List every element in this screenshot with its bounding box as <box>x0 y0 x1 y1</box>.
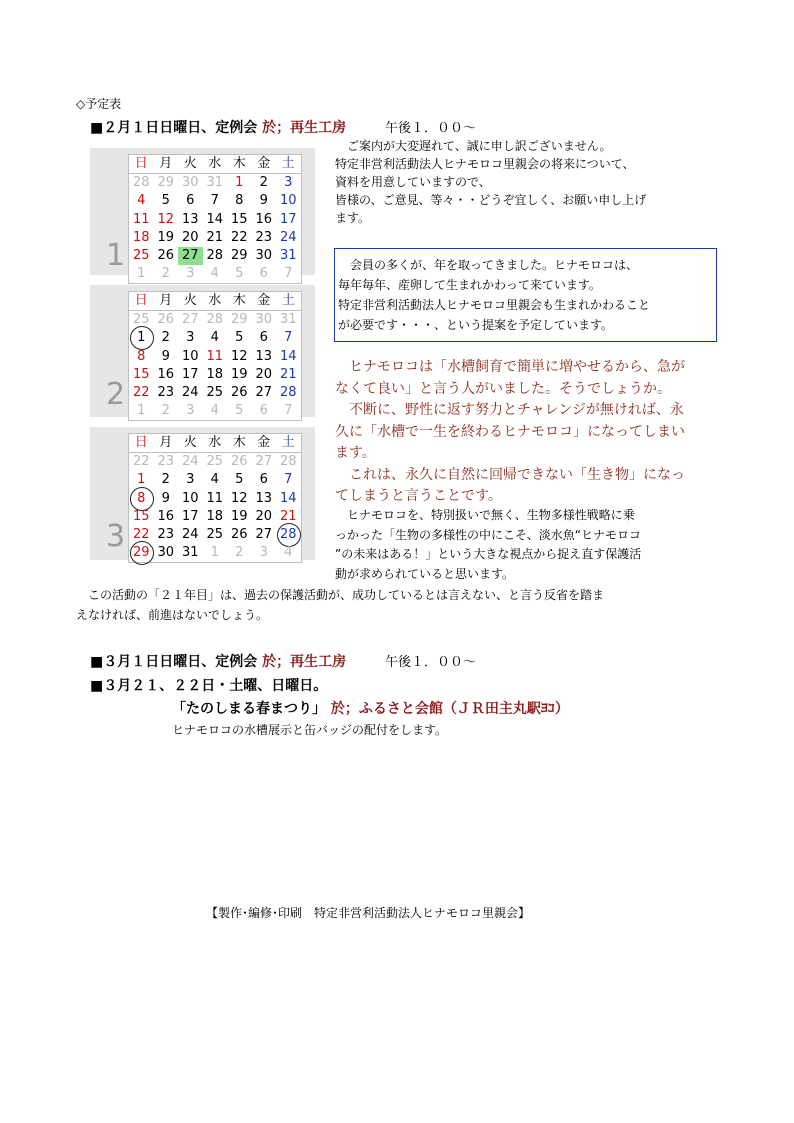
day-cell: 3 <box>186 472 195 488</box>
day-cell: 3 <box>186 330 195 346</box>
reflection-paragraph <box>76 585 604 625</box>
day-cell: 26 <box>230 385 248 401</box>
day-cell: 25 <box>132 312 150 328</box>
day-cell: 21 <box>206 229 224 245</box>
event3-title-line <box>172 698 569 718</box>
day-cell: 1 <box>137 403 146 419</box>
day-cell: 29 <box>157 175 175 191</box>
day-cell: 10 <box>279 193 297 209</box>
day-cell: 16 <box>157 508 175 524</box>
day-cell: 26 <box>230 454 248 470</box>
weekday-label: 日 <box>129 292 154 311</box>
day-cell: 28 <box>279 385 297 401</box>
note-line: 皆様の、ご意見、等々・・どうぞ宜しく、お願い申し上げ <box>335 193 647 207</box>
box-line: が必要です・・・、という提案を予定しています。 <box>338 318 614 332</box>
weekday-label: 木 <box>227 292 252 311</box>
weekday-label: 木 <box>227 434 252 453</box>
day-cell: 11 <box>206 490 224 506</box>
event2-time: 午後１．００～ <box>384 655 476 670</box>
day-cell: 4 <box>137 193 146 209</box>
day-cell: 2 <box>161 330 170 346</box>
event2-venue: 於；再生工房 <box>262 654 347 670</box>
day-cell: 22 <box>132 454 150 470</box>
day-cell: 18 <box>206 366 224 382</box>
note-line: ご案内が大変遅れて、誠に申し訳ございません。 <box>335 139 612 153</box>
day-cell: 4 <box>284 545 293 561</box>
day-cell: 19 <box>230 508 248 524</box>
black-line: 動が求められていると思います。 <box>335 566 515 581</box>
black-line: っかった「生物の多様性の中にこそ、淡水魚“ヒナモロコ <box>335 527 641 542</box>
day-cell: 26 <box>230 527 248 543</box>
day-cell: 9 <box>161 348 170 364</box>
day-cell-circled: 28 <box>276 526 301 544</box>
day-cell: 4 <box>210 472 219 488</box>
note-line: ます。 <box>335 211 371 225</box>
day-cell: 4 <box>210 330 219 346</box>
day-cell: 6 <box>259 403 268 419</box>
day-cell: 7 <box>284 330 293 346</box>
day-cell: 23 <box>157 527 175 543</box>
day-cell: 1 <box>210 545 219 561</box>
day-cell: 4 <box>210 266 219 282</box>
day-cell: 11 <box>206 348 224 364</box>
day-cell: 3 <box>186 266 195 282</box>
day-cell-circled: 1 <box>129 329 154 347</box>
brown-line: ヒナモロコは「水槽飼育で簡単に増やせるから、急が <box>335 359 685 375</box>
day-cell: 7 <box>284 472 293 488</box>
event1-time: 午後１．００～ <box>384 121 476 136</box>
day-cell: 14 <box>279 348 297 364</box>
calendar-grid <box>128 433 302 563</box>
weekday-label: 月 <box>154 155 179 174</box>
black-line: ”の未来はある！」という大きな視点から捉え直す保護活 <box>335 547 642 561</box>
day-cell: 27 <box>255 527 273 543</box>
day-cell-circled: 8 <box>129 490 154 508</box>
day-cell: 1 <box>137 472 146 488</box>
day-cell: 25 <box>206 527 224 543</box>
day-cell: 9 <box>161 490 170 506</box>
calendar-grid <box>128 154 302 284</box>
day-cell: 18 <box>206 508 224 524</box>
day-cell: 9 <box>259 193 268 209</box>
day-cell-today: 27 <box>178 247 203 265</box>
full-line: えなければ、前進はないでしょう。 <box>76 608 269 622</box>
day-cell: 20 <box>255 366 273 382</box>
month-number: 2 <box>106 377 126 412</box>
day-cell: 31 <box>206 175 224 191</box>
event3-title: 「たのしまる春まつり」 <box>172 701 326 717</box>
day-cell: 21 <box>279 366 297 382</box>
event1-venue: 於；再生工房 <box>262 120 347 136</box>
day-cell: 30 <box>157 545 175 561</box>
day-cell: 11 <box>132 211 150 227</box>
day-cell: 19 <box>230 366 248 382</box>
day-cell: 27 <box>255 454 273 470</box>
day-cell: 22 <box>132 385 150 401</box>
calendar-month-2 <box>90 285 315 417</box>
day-cell: 23 <box>157 385 175 401</box>
calendar-grid <box>128 291 302 421</box>
day-cell: 20 <box>255 508 273 524</box>
day-cell: 23 <box>255 229 273 245</box>
day-cell: 2 <box>161 472 170 488</box>
day-cell: 27 <box>181 312 199 328</box>
day-cell: 1 <box>137 266 146 282</box>
weekday-label: 水 <box>203 292 228 311</box>
day-cell: 25 <box>132 248 150 264</box>
day-cell: 15 <box>230 211 248 227</box>
box-line: 会員の多くが、年を取ってきました。ヒナモロコは、 <box>338 258 639 272</box>
day-cell: 25 <box>206 385 224 401</box>
day-cell: 6 <box>186 193 195 209</box>
day-cell: 5 <box>235 330 244 346</box>
day-cell: 30 <box>255 248 273 264</box>
brown-line: なくて良い」と言う人がいました。そうでしょうか。 <box>335 380 671 397</box>
brown-line: ます。 <box>335 445 376 461</box>
day-cell: 5 <box>235 266 244 282</box>
day-cell: 31 <box>181 545 199 561</box>
event1-notes <box>335 137 646 227</box>
day-cell: 16 <box>255 211 273 227</box>
day-cell: 7 <box>284 266 293 282</box>
event2-heading: ■３月１日日曜日、定例会 <box>90 654 258 670</box>
day-cell: 28 <box>279 454 297 470</box>
weekday-label: 土 <box>276 292 301 311</box>
day-cell: 2 <box>161 403 170 419</box>
day-cell: 19 <box>157 229 175 245</box>
event3-venue: 於；ふるさと会館（ＪＲ田主丸駅ﾖｺ） <box>330 701 569 717</box>
day-cell: 30 <box>255 312 273 328</box>
day-cell: 12 <box>230 490 248 506</box>
box-line: 毎年毎年、産卵して生まれかわって来ています。 <box>338 278 601 292</box>
day-cell: 31 <box>279 312 297 328</box>
day-cell: 8 <box>235 193 244 209</box>
day-cell: 14 <box>279 490 297 506</box>
event1-heading-line <box>90 117 476 137</box>
calendar-month-1 <box>90 148 315 282</box>
day-cell: 13 <box>255 490 273 506</box>
day-cell: 24 <box>181 527 199 543</box>
proposal-box <box>334 248 717 342</box>
event1-heading: ■２月１日日曜日、定例会 <box>90 120 258 136</box>
day-cell: 10 <box>181 490 199 506</box>
event3-note: ヒナモロコの水槽展示と缶バッジの配付をします。 <box>172 723 448 737</box>
weekday-label: 金 <box>252 434 277 453</box>
day-cell: 28 <box>206 312 224 328</box>
day-cell: 17 <box>279 211 297 227</box>
brown-line: てしまうと言うことです。 <box>335 488 502 504</box>
day-cell: 6 <box>259 330 268 346</box>
day-cell: 5 <box>161 193 170 209</box>
day-cell: 12 <box>230 348 248 364</box>
day-cell: 28 <box>132 175 150 191</box>
weekday-label: 火 <box>178 434 203 453</box>
day-cell: 21 <box>279 508 297 524</box>
weekday-label: 日 <box>129 155 154 174</box>
day-cell: 29 <box>230 248 248 264</box>
day-cell: 31 <box>279 248 297 264</box>
calendar-month-3 <box>90 427 315 560</box>
warning-paragraph <box>335 357 685 508</box>
day-cell: 22 <box>230 229 248 245</box>
weekday-label: 日 <box>129 434 154 453</box>
weekday-label: 月 <box>154 292 179 311</box>
day-cell: 17 <box>181 508 199 524</box>
weekday-label: 金 <box>252 292 277 311</box>
day-cell: 3 <box>259 545 268 561</box>
weekday-label: 水 <box>203 434 228 453</box>
day-cell: 2 <box>235 545 244 561</box>
day-cell: 20 <box>181 229 199 245</box>
day-cell: 24 <box>279 229 297 245</box>
day-cell: 10 <box>181 348 199 364</box>
box-line: 特定非営利活動法人ヒナモロコ里親会も生まれかわること <box>338 298 651 312</box>
weekday-label: 金 <box>252 155 277 174</box>
biodiversity-paragraph <box>335 506 641 584</box>
day-cell: 6 <box>259 472 268 488</box>
section-label: ◇予定表 <box>76 97 122 111</box>
day-cell: 14 <box>206 211 224 227</box>
day-cell: 26 <box>157 248 175 264</box>
weekday-label: 土 <box>276 155 301 174</box>
day-cell: 12 <box>157 211 175 227</box>
day-cell: 24 <box>181 385 199 401</box>
day-cell: 1 <box>235 175 244 191</box>
day-cell: 28 <box>206 248 224 264</box>
weekday-label: 木 <box>227 155 252 174</box>
footer-credit: 【製作･編修･印刷 特定非営利活動法人ヒナモロコ里親会】 <box>206 906 531 920</box>
day-cell: 4 <box>210 403 219 419</box>
day-cell: 3 <box>284 175 293 191</box>
brown-line: 不断に、野性に返す努力とチャレンジが無ければ、永 <box>335 402 684 418</box>
day-cell: 15 <box>132 366 150 382</box>
weekday-label: 水 <box>203 155 228 174</box>
day-cell: 18 <box>132 229 150 245</box>
day-cell: 2 <box>259 175 268 191</box>
weekday-label: 火 <box>178 155 203 174</box>
note-line: 特定非営利活動法人ヒナモロコ里親会の将来について、 <box>335 157 635 171</box>
day-cell: 13 <box>255 348 273 364</box>
day-cell-circled: 29 <box>129 544 154 563</box>
brown-line: これは、永久に自然に回帰できない「生き物」になっ <box>335 466 685 483</box>
event3-heading: ■３月２１、２２日・土曜、日曜日。 <box>90 678 328 694</box>
brown-line: 久に「水槽で一生を終わるヒナモロコ」になってしまい <box>335 423 685 440</box>
month-number: 3 <box>106 519 126 554</box>
day-cell: 16 <box>157 366 175 382</box>
day-cell: 22 <box>132 527 150 543</box>
month-number: 1 <box>106 238 126 273</box>
day-cell: 30 <box>181 175 199 191</box>
weekday-label: 土 <box>276 434 301 453</box>
day-cell: 7 <box>210 193 219 209</box>
day-cell: 24 <box>181 454 199 470</box>
weekday-label: 月 <box>154 434 179 453</box>
day-cell: 6 <box>259 266 268 282</box>
full-line: この活動の「２１年目」は、過去の保護活動が、成功しているとは言えない、と言う反省を踏ま <box>76 588 605 602</box>
day-cell: 2 <box>161 266 170 282</box>
day-cell: 23 <box>157 454 175 470</box>
day-cell: 5 <box>235 403 244 419</box>
day-cell: 8 <box>137 348 146 364</box>
day-cell: 17 <box>181 366 199 382</box>
day-cell: 15 <box>132 508 150 524</box>
black-line: ヒナモロコを、特別扱いで無く、生物多様性戦略に乗 <box>335 508 635 522</box>
day-cell: 29 <box>230 312 248 328</box>
day-cell: 13 <box>181 211 199 227</box>
day-cell: 26 <box>157 312 175 328</box>
day-cell: 27 <box>255 385 273 401</box>
day-cell: 25 <box>206 454 224 470</box>
day-cell: 5 <box>235 472 244 488</box>
note-line: 資料を用意していますので、 <box>335 175 491 189</box>
event2-heading-line <box>90 651 476 671</box>
day-cell: 7 <box>284 403 293 419</box>
weekday-label: 火 <box>178 292 203 311</box>
day-cell: 3 <box>186 403 195 419</box>
